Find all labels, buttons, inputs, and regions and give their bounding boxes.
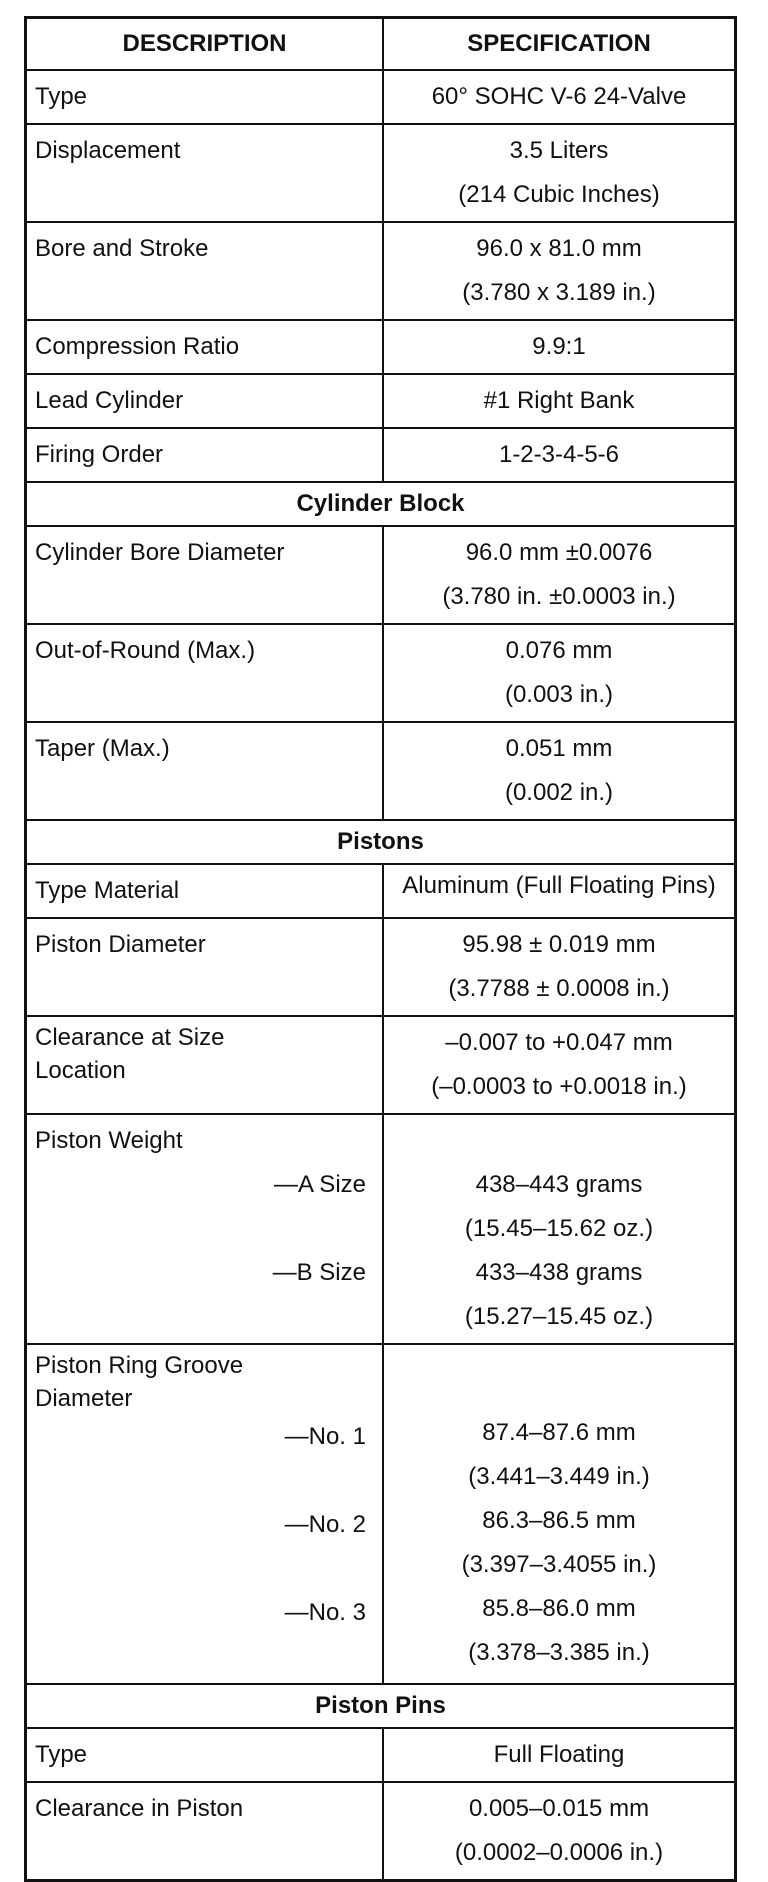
row-specification: 96.0 mm ±0.0076 (3.780 in. ±0.0003 in.) bbox=[383, 526, 736, 624]
table-row bbox=[26, 70, 736, 124]
row-description: Clearance in Piston bbox=[26, 1782, 384, 1881]
table-row bbox=[26, 918, 736, 1016]
row-description: Type bbox=[26, 70, 384, 124]
row-specification: 9.9:1 bbox=[383, 320, 736, 374]
table-row bbox=[26, 320, 736, 374]
row-specification: 95.98 ± 0.019 mm (3.7788 ± 0.0008 in.) bbox=[383, 918, 736, 1016]
row-specification: 0.051 mm (0.002 in.) bbox=[383, 722, 736, 820]
row-specification: –0.007 to +0.047 mm (–0.0003 to +0.0018 in.) bbox=[383, 1016, 736, 1114]
row-description: Piston Weight —A Size —B Size bbox=[26, 1114, 384, 1344]
table-row bbox=[26, 624, 736, 722]
subitem-label: —No. 3 bbox=[284, 1599, 366, 1626]
row-description: Cylinder Bore Diameter bbox=[26, 526, 384, 624]
table-row bbox=[26, 1344, 736, 1684]
row-description: Firing Order bbox=[26, 428, 384, 482]
subitem-label: —A Size bbox=[273, 1171, 366, 1198]
row-specification: 1-2-3-4-5-6 bbox=[383, 428, 736, 482]
row-description: Out-of-Round (Max.) bbox=[26, 624, 384, 722]
row-specification: Full Floating bbox=[383, 1728, 736, 1782]
row-description: Piston Diameter bbox=[26, 918, 384, 1016]
table-row bbox=[26, 124, 736, 222]
row-description: Taper (Max.) bbox=[26, 722, 384, 820]
table-row bbox=[26, 526, 736, 624]
row-description: Lead Cylinder bbox=[26, 374, 384, 428]
header-row bbox=[26, 18, 736, 71]
row-specification: 438–443 grams (15.45–15.62 oz.) 433–438 grams (15.27–15.45 oz.) bbox=[383, 1114, 736, 1344]
table-row bbox=[26, 1782, 736, 1881]
table-row bbox=[26, 722, 736, 820]
row-specification: #1 Right Bank bbox=[383, 374, 736, 428]
table-row bbox=[26, 374, 736, 428]
table-row bbox=[26, 1728, 736, 1782]
table-row bbox=[26, 1016, 736, 1114]
table-row bbox=[26, 864, 736, 918]
row-specification: 87.4–87.6 mm (3.441–3.449 in.) 86.3–86.5 mm (3.397–3.4055 in.) 85.8–86.0 mm (3.378–3.385 in.) bbox=[383, 1344, 736, 1684]
row-description: Type bbox=[26, 1728, 384, 1782]
subitem-label: —No. 2 bbox=[284, 1511, 366, 1538]
section-title: Piston Pins bbox=[26, 1684, 736, 1728]
row-description: Compression Ratio bbox=[26, 320, 384, 374]
row-specification: 3.5 Liters (214 Cubic Inches) bbox=[383, 124, 736, 222]
row-description: Displacement bbox=[26, 124, 384, 222]
section-header-cylinder-block bbox=[26, 482, 736, 526]
section-header-piston-pins bbox=[26, 1684, 736, 1728]
row-description: Bore and Stroke bbox=[26, 222, 384, 320]
table-row bbox=[26, 222, 736, 320]
subitem-label: —No. 1 bbox=[284, 1423, 366, 1450]
engine-specification-table bbox=[24, 16, 737, 1882]
row-specification: 96.0 x 81.0 mm (3.780 x 3.189 in.) bbox=[383, 222, 736, 320]
description-header: DESCRIPTION bbox=[26, 18, 384, 71]
section-title: Pistons bbox=[26, 820, 736, 864]
row-specification: 60° SOHC V-6 24-Valve bbox=[383, 70, 736, 124]
row-specification: 0.076 mm (0.003 in.) bbox=[383, 624, 736, 722]
row-specification: 0.005–0.015 mm (0.0002–0.0006 in.) bbox=[383, 1782, 736, 1881]
subitem-label: —B Size bbox=[272, 1259, 366, 1286]
table-row bbox=[26, 1114, 736, 1344]
section-header-pistons bbox=[26, 820, 736, 864]
row-description: Piston Ring Groove Diameter —No. 1 —No. 2 —No. 3 bbox=[26, 1344, 384, 1684]
row-description: Clearance at Size Location bbox=[26, 1016, 384, 1114]
row-description: Type Material bbox=[26, 864, 384, 918]
specification-header: SPECIFICATION bbox=[383, 18, 736, 71]
row-specification: Aluminum (Full Floating Pins) bbox=[383, 864, 736, 918]
section-title: Cylinder Block bbox=[26, 482, 736, 526]
table-row bbox=[26, 428, 736, 482]
